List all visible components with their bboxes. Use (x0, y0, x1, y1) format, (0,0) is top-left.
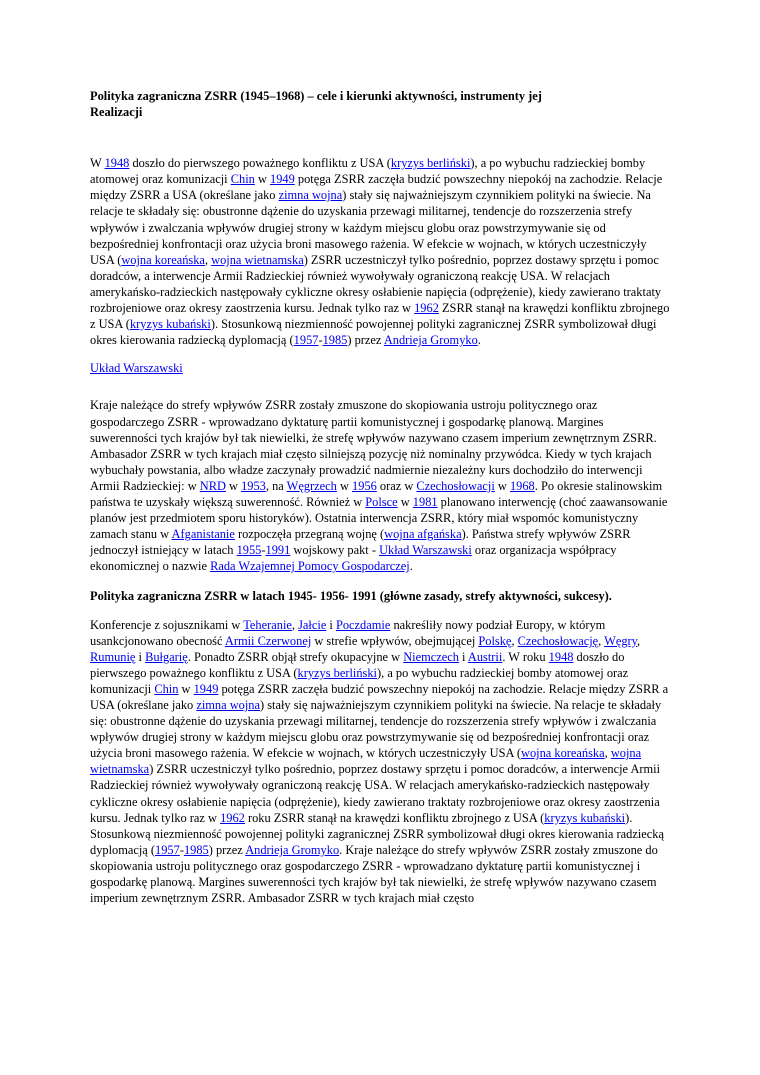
inline-link[interactable]: 1991 (265, 543, 291, 558)
paragraph-text: ). Stosunkową niezmienność powojennej polityki zagranicznej ZSRR symbolizował długi okres kierowania radziecką dyplomacją ( (90, 810, 664, 857)
inline-link[interactable]: 1985 (183, 842, 209, 857)
paragraph-text: . Po okresie stalinowskim państwa te uzyskały większą suwerenność. Również w (90, 478, 663, 509)
paragraph-text: . Kraje należące do strefy wpływów ZSRR zostały zmuszone do skopiowania ustroju politycznego oraz gospodarczego ZSRR - wprowadzano dyktaturę partii komunistycznej i gospodarkę planową. Margines suwerenności tych krajów był tak niewielki, że strefę wpływów nazywano czasem imperium zewnętrznym ZSRR. Ambasador ZSRR w tych krajach miał często (90, 842, 658, 906)
inline-link[interactable]: Poczdamie (335, 617, 391, 632)
paragraph-text: i (135, 649, 146, 664)
inline-link[interactable]: Chin (230, 172, 255, 187)
inline-link[interactable]: NRD (199, 478, 226, 493)
paragraph-text: ) ZSRR uczestniczył tylko pośrednio, poprzez dostawy sprzętu i pomoc doradców, a interwencje Armii Radzieckiej również wywoływały ograniczoną reakcję USA. W relacjach amerykańsko-radzieckich następowały cykliczne okresy osłabienie napięcia (odprężenie), kiedy zawierano traktaty rozbrojeniowe oraz okresy zaostrzenia kursu. Jednak tylko raz w (90, 252, 662, 316)
paragraph-text: potęga ZSRR zaczęła budzić powszechny niepokój na zachodzie. Relacje między ZSRR a USA (określane jako (90, 172, 663, 203)
inline-link[interactable]: Polskę (478, 633, 512, 648)
inline-link[interactable]: Niemczech (403, 649, 459, 664)
paragraph-text: . W roku (502, 649, 549, 664)
inline-link[interactable]: Andrieja Gromyko (383, 333, 478, 348)
paragraph-text: ) przez (208, 842, 246, 857)
paragraph-text: ), a po wybuchu radzieckiej bomby atomowej oraz komunizacji (90, 665, 629, 696)
inline-link[interactable]: kryzys kubański (129, 317, 211, 332)
paragraph-text: - (318, 333, 323, 348)
inline-link[interactable]: Węgry (604, 633, 638, 648)
paragraph-text: i (458, 649, 468, 664)
paragraph-text: w strefie wpływów, obejmującej (311, 633, 479, 648)
paragraph-text: . Ponadto ZSRR objął strefy okupacyjne w (187, 649, 404, 664)
inline-link[interactable]: kryzys berliński (390, 156, 471, 171)
inline-link[interactable]: wojna koreańska (521, 746, 605, 761)
paragraph-text: Kraje należące do strefy wpływów ZSRR zostały zmuszone do skopiowania ustroju politycznego oraz gospodarczego ZSRR - wprowadzano dyktaturę partii komunistycznej i gospodarkę planową. Margines suwerenności tych krajów był tak niewielki, że strefę wpływów nazywano czasem imperium zewnętrznym ZSRR. Ambasador ZSRR w tych krajach miał często silniejszą pozycję niż nominalny przywódca. Kiedy w tych krajach wybuchały powstania, albo władze zaczynały prowadzić nadmiernie niezależny kurs dochodziło do interwencji Armii Radzieckiej: w (90, 398, 657, 493)
inline-link[interactable]: Węgrzech (286, 478, 337, 493)
paragraph-text: oraz organizacja współpracy ekonomicznej o nazwie (90, 543, 617, 574)
inline-link[interactable]: 1956 (352, 478, 377, 493)
inline-link[interactable]: Chin (154, 681, 179, 696)
paragraph-text: Konferencje z sojusznikami w (90, 617, 244, 632)
paragraph-text: ). Państwa strefy wpływów ZSRR jednoczył istniejący w latach (90, 527, 631, 558)
paragraph-text: planowano interwencję (choć zaawansowanie planów jest przedmiotem sporu historyków). Ostatnia interwencja ZSRR, który miał wspomóc komunistyczny zamach stanu w (90, 494, 668, 542)
paragraph-text: - (261, 543, 266, 558)
paragraph-text: - (179, 842, 184, 857)
inline-link[interactable]: 1985 (322, 333, 348, 348)
inline-link[interactable]: 1953 (241, 478, 266, 493)
inline-link[interactable]: Rada Wzajemnej Pomocy Gospodarczej (210, 559, 410, 574)
paragraph-cold-war (90, 155, 672, 348)
paragraph-text: , (291, 617, 299, 632)
paragraph-text: potęga ZSRR zaczęła budzić powszechny niepokój na zachodzie. Relacje między ZSRR a USA (określane jako (90, 681, 669, 712)
paragraph-text: ), a po wybuchu radzieckiej bomby atomowej oraz komunizacji (90, 156, 646, 187)
paragraph-foreign-policy (90, 617, 672, 907)
inline-link[interactable]: 1955 (236, 543, 262, 558)
document-title (90, 88, 672, 120)
inline-link[interactable]: Rumunię (90, 649, 136, 664)
inline-link[interactable]: 1957 (155, 842, 180, 857)
inline-link[interactable]: Czechosłowacji (416, 478, 495, 493)
paragraph-text: roku ZSRR stanął na krawędzi konfliktu zbrojnego z USA ( (244, 810, 545, 825)
inline-link[interactable]: wojna wietnamska (90, 746, 642, 777)
inline-link[interactable]: Układ Warszawski (379, 543, 472, 558)
paragraph-text: ). Stosunkową niezmienność powojennej polityki zagranicznej ZSRR symbolizował długi okres kierowania radziecką dyplomacją ( (90, 317, 657, 348)
inline-link[interactable]: 1949 (193, 681, 219, 696)
paragraph-text: doszło do pierwszego poważnego konfliktu z USA ( (90, 649, 625, 680)
paragraph-text: w (254, 172, 270, 187)
inline-link[interactable]: wojna afgańska (384, 527, 462, 542)
inline-link[interactable]: Austrii (467, 649, 503, 664)
paragraph-text: w (225, 478, 242, 493)
inline-link[interactable]: wojna wietnamska (211, 252, 304, 267)
inline-link[interactable]: 1949 (270, 172, 295, 187)
paragraph-text: , (598, 633, 605, 648)
paragraph-text: ) ZSRR uczestniczył tylko pośrednio, poprzez dostawy sprzętu i pomoc doradców, a interwencje Armii Radzieckiej również wywoływały ograniczoną reakcję USA. W relacjach amerykańsko-radzieckich następowały cykliczne okresy osłabienie napięcia (odprężenie), kiedy zawierano traktaty rozbrojeniowe oraz okresy zaostrzenia kursu. Jednak tylko raz w (90, 762, 661, 825)
paragraph-text: ) stały się najważniejszym czynnikiem polityki na świecie. Na relacje te składały się: obustronne dążenie do uzyskania przewagi militarnej, tendencje do rozszerzenia strefy wpływów i zwalczania wpływów drugiej strony w każdym miejscu globu oraz powstrzymywanie się od bezpośredniej konfrontacji oraz użycia broni masowego rażenia. W efekcie w wojnach, w których uczestniczyły USA ( (90, 698, 662, 761)
paragraph-text: . (409, 559, 413, 574)
inline-link[interactable]: zimna wojna (196, 698, 260, 712)
paragraph-text: nakreśliły nowy podział Europy, w którym usankcjonowano obecność (90, 617, 606, 648)
inline-link[interactable]: kryzys berliński (297, 665, 377, 680)
paragraph-text: doszło do pierwszego poważnego konfliktu z USA ( (129, 156, 391, 171)
inline-link[interactable]: 1968 (509, 478, 535, 493)
paragraph-text: , (511, 633, 518, 648)
inline-link[interactable]: Teheranie (243, 617, 292, 632)
section-heading: Polityka zagraniczna ZSRR w latach 1945- 1956- 1991 (główne zasady, strefy aktywności, sukcesy). (90, 589, 612, 604)
inline-link[interactable]: Afganistanie (171, 527, 235, 542)
inline-link[interactable]: Armii Czerwonej (224, 633, 312, 648)
paragraph-warsaw-pact (90, 397, 672, 574)
paragraph-text: ) przez (347, 333, 384, 348)
inline-link[interactable]: 1962 (414, 301, 439, 316)
paragraph-text: rozpoczęła przegraną wojnę ( (234, 527, 385, 542)
paragraph-text: . (477, 333, 481, 348)
inline-link[interactable]: kryzys kubański (544, 810, 626, 825)
inline-link[interactable]: zimna wojna (278, 188, 343, 203)
paragraph-text: wojskowy pakt - (290, 543, 380, 558)
title-line-1: Polityka zagraniczna ZSRR (1945–1968) – cele i kierunki aktywności, instrumenty jej (90, 89, 542, 103)
inline-link[interactable]: Jałcie (298, 617, 327, 632)
title-line-2: Realizacji (90, 105, 143, 120)
paragraph-text: i (326, 617, 336, 632)
paragraph-text: , (637, 633, 641, 648)
inline-link[interactable]: 1948 (104, 156, 130, 171)
paragraph-text: , na (265, 478, 287, 493)
paragraph-text: ZSRR stanął na krawędzi konfliktu zbrojnego z USA ( (90, 301, 670, 332)
inline-link[interactable]: Polsce (365, 494, 398, 509)
inline-link[interactable]: Andrieja Gromyko (245, 842, 340, 857)
inline-link[interactable]: wojna koreańska (121, 252, 205, 267)
inline-link[interactable]: Bułgarię (145, 649, 188, 664)
inline-link[interactable]: 1957 (293, 333, 319, 348)
paragraph-text: , (604, 746, 611, 761)
paragraph-text: oraz w (376, 478, 417, 493)
paragraph-text: w (397, 494, 413, 509)
paragraph-text: w (494, 478, 510, 493)
inline-link[interactable]: 1948 (548, 649, 574, 664)
paragraph-text: , (204, 252, 212, 267)
document-page (90, 88, 672, 906)
paragraph-text: W (90, 156, 105, 171)
inline-link[interactable]: 1962 (220, 810, 245, 825)
paragraph-text: w (336, 478, 353, 493)
paragraph-text: ) stały się najważniejszym czynnikiem polityki na świecie. Na relacje te składały się: obustronne dążenie do uzyskania przewagi militarnej, tendencje do rozszerzenia strefy wpływów i zwalczania wpływów drugiej strony w każdym miejscu globu oraz powstrzymywanie się od bezpośredniej konfrontacji oraz użycia broni masowego rażenia. W efekcie w wojnach, w których uczestniczyły USA ( (90, 188, 651, 267)
uklad-warszawski-link[interactable]: Układ Warszawski (90, 361, 183, 376)
inline-link[interactable]: Czechosłowację (517, 633, 599, 648)
paragraph-text: w (178, 681, 194, 696)
inline-link[interactable]: 1981 (412, 494, 438, 509)
section-link-paragraph (90, 360, 672, 376)
